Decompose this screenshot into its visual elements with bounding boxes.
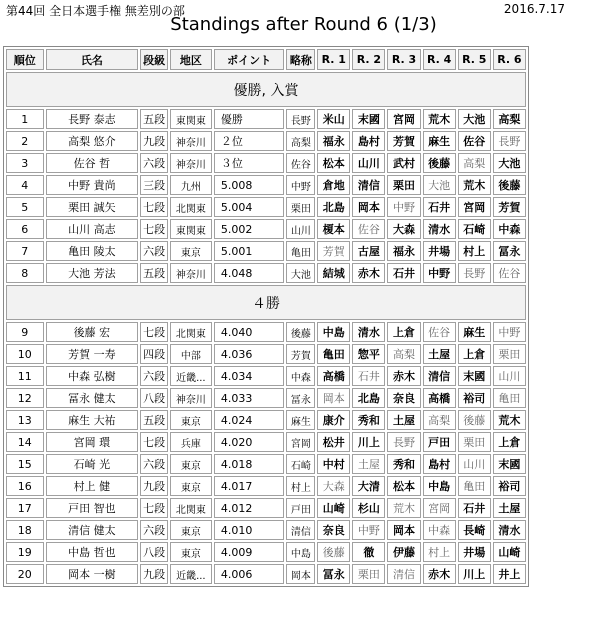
round-result-cell: 佐谷 — [352, 219, 385, 239]
abbr-cell: 岡本 — [286, 564, 315, 584]
points-cell: 4.033 — [214, 388, 285, 408]
area-cell: 中部 — [170, 344, 212, 364]
round-result-cell: 中野 — [493, 322, 526, 342]
round-result-cell: 裕司 — [458, 388, 491, 408]
column-header: R. 6 — [493, 49, 526, 70]
table-row — [6, 219, 526, 239]
area-cell: 東関東 — [170, 109, 212, 129]
name-cell: 高梨 悠介 — [46, 131, 139, 151]
round-result-cell: 佐谷 — [458, 131, 491, 151]
name-cell: 大池 芳法 — [46, 263, 139, 283]
table-row — [6, 241, 526, 261]
round-result-cell: 大清 — [352, 476, 385, 496]
round-result-cell: 倉地 — [317, 175, 350, 195]
points-cell: 4.024 — [214, 410, 285, 430]
round-result-cell: 高梨 — [387, 344, 420, 364]
round-result-cell: 山川 — [493, 366, 526, 386]
round-result-cell: 米山 — [317, 109, 350, 129]
area-cell: 神奈川 — [170, 263, 212, 283]
round-result-cell: 後藤 — [423, 153, 456, 173]
dan-cell: 六段 — [140, 366, 168, 386]
table-row — [6, 153, 526, 173]
dan-cell: 九段 — [140, 131, 168, 151]
round-result-cell: 福永 — [317, 131, 350, 151]
round-result-cell: 冨永 — [317, 564, 350, 584]
round-result-cell: 松井 — [317, 432, 350, 452]
abbr-cell: 清信 — [286, 520, 315, 540]
round-result-cell: 宮岡 — [458, 197, 491, 217]
round-result-cell: 村上 — [423, 542, 456, 562]
round-result-cell: 榎本 — [317, 219, 350, 239]
round-result-cell: 松本 — [317, 153, 350, 173]
rank-cell: 6 — [6, 219, 44, 239]
round-result-cell: 結城 — [317, 263, 350, 283]
dan-cell: 六段 — [140, 454, 168, 474]
name-cell: 後藤 宏 — [46, 322, 139, 342]
name-cell: 中野 貴尚 — [46, 175, 139, 195]
area-cell: 東京 — [170, 454, 212, 474]
round-result-cell: 奈良 — [317, 520, 350, 540]
column-header: 氏名 — [46, 49, 139, 70]
rank-cell: 14 — [6, 432, 44, 452]
rank-cell: 2 — [6, 131, 44, 151]
round-result-cell: 北島 — [352, 388, 385, 408]
table-row — [6, 520, 526, 540]
round-result-cell: 石井 — [387, 263, 420, 283]
section-row — [6, 72, 526, 107]
column-header: R. 3 — [387, 49, 420, 70]
rank-cell: 11 — [6, 366, 44, 386]
points-cell: 5.001 — [214, 241, 285, 261]
table-row — [6, 175, 526, 195]
area-cell: 北関東 — [170, 498, 212, 518]
rank-cell: 19 — [6, 542, 44, 562]
round-result-cell: 石井 — [352, 366, 385, 386]
dan-cell: 五段 — [140, 109, 168, 129]
round-result-cell: 清水 — [352, 322, 385, 342]
round-result-cell: 清水 — [423, 219, 456, 239]
abbr-cell: 高梨 — [286, 131, 315, 151]
column-header: R. 1 — [317, 49, 350, 70]
round-result-cell: 清水 — [493, 520, 526, 540]
round-result-cell: 末國 — [458, 366, 491, 386]
dan-cell: 八段 — [140, 542, 168, 562]
round-result-cell: 上倉 — [493, 432, 526, 452]
rank-cell: 3 — [6, 153, 44, 173]
points-cell: 4.010 — [214, 520, 285, 540]
round-result-cell: 荒木 — [423, 109, 456, 129]
table-row — [6, 366, 526, 386]
round-result-cell: 中森 — [493, 219, 526, 239]
abbr-cell: 亀田 — [286, 241, 315, 261]
round-result-cell: 大森 — [317, 476, 350, 496]
dan-cell: 五段 — [140, 263, 168, 283]
round-result-cell: 裕司 — [493, 476, 526, 496]
rank-cell: 12 — [6, 388, 44, 408]
round-result-cell: 亀田 — [458, 476, 491, 496]
points-cell: 5.002 — [214, 219, 285, 239]
area-cell: 東関東 — [170, 219, 212, 239]
table-row — [6, 109, 526, 129]
round-result-cell: 宮岡 — [423, 498, 456, 518]
points-cell: ２位 — [214, 131, 285, 151]
round-result-cell: 麻生 — [423, 131, 456, 151]
round-result-cell: 岡本 — [317, 388, 350, 408]
round-result-cell: 長野 — [458, 263, 491, 283]
abbr-cell: 宮岡 — [286, 432, 315, 452]
rank-cell: 7 — [6, 241, 44, 261]
abbr-cell: 栗田 — [286, 197, 315, 217]
round-result-cell: 赤木 — [387, 366, 420, 386]
round-result-cell: 麻生 — [458, 322, 491, 342]
area-cell: 東京 — [170, 241, 212, 261]
standings-table — [3, 46, 529, 587]
round-result-cell: 栗田 — [493, 344, 526, 364]
name-cell: 清信 健太 — [46, 520, 139, 540]
round-result-cell: 高梨 — [493, 109, 526, 129]
abbr-cell: 長野 — [286, 109, 315, 129]
points-cell: 5.004 — [214, 197, 285, 217]
points-cell: ３位 — [214, 153, 285, 173]
dan-cell: 六段 — [140, 520, 168, 540]
round-result-cell: 中島 — [423, 476, 456, 496]
dan-cell: 七段 — [140, 197, 168, 217]
round-result-cell: 岡本 — [352, 197, 385, 217]
area-cell: 北関東 — [170, 322, 212, 342]
area-cell: 九州 — [170, 175, 212, 195]
dan-cell: 三段 — [140, 175, 168, 195]
abbr-cell: 芳賀 — [286, 344, 315, 364]
standings-body — [6, 72, 526, 584]
table-row — [6, 263, 526, 283]
round-result-cell: 末國 — [493, 454, 526, 474]
round-result-cell: 島村 — [423, 454, 456, 474]
area-cell: 兵庫 — [170, 432, 212, 452]
rank-cell: 8 — [6, 263, 44, 283]
round-result-cell: 長野 — [493, 131, 526, 151]
rank-cell: 4 — [6, 175, 44, 195]
column-header: 地区 — [170, 49, 212, 70]
abbr-cell: 中森 — [286, 366, 315, 386]
column-header: R. 5 — [458, 49, 491, 70]
name-cell: 中森 弘樹 — [46, 366, 139, 386]
rank-cell: 20 — [6, 564, 44, 584]
round-result-cell: 冨永 — [493, 241, 526, 261]
name-cell: 中島 哲也 — [46, 542, 139, 562]
column-header: 略称 — [286, 49, 315, 70]
round-result-cell: 岡本 — [387, 520, 420, 540]
abbr-cell: 山川 — [286, 219, 315, 239]
name-cell: 佐谷 哲 — [46, 153, 139, 173]
round-result-cell: 宮岡 — [387, 109, 420, 129]
round-result-cell: 大池 — [458, 109, 491, 129]
table-row — [6, 344, 526, 364]
section-label: ４勝 — [6, 285, 526, 320]
column-header: 段級 — [140, 49, 168, 70]
name-cell: 石崎 光 — [46, 454, 139, 474]
round-result-cell: 山川 — [352, 153, 385, 173]
abbr-cell: 後藤 — [286, 322, 315, 342]
rank-cell: 9 — [6, 322, 44, 342]
points-cell: 4.036 — [214, 344, 285, 364]
column-header: R. 2 — [352, 49, 385, 70]
dan-cell: 五段 — [140, 410, 168, 430]
round-result-cell: 芳賀 — [317, 241, 350, 261]
round-result-cell: 高梨 — [458, 153, 491, 173]
rank-cell: 1 — [6, 109, 44, 129]
table-row — [6, 388, 526, 408]
round-result-cell: 土屋 — [352, 454, 385, 474]
round-result-cell: 長野 — [387, 432, 420, 452]
name-cell: 岡本 一樹 — [46, 564, 139, 584]
rank-cell: 15 — [6, 454, 44, 474]
area-cell: 神奈川 — [170, 131, 212, 151]
round-result-cell: 秀和 — [352, 410, 385, 430]
dan-cell: 九段 — [140, 564, 168, 584]
area-cell: 北関東 — [170, 197, 212, 217]
round-result-cell: 高橋 — [317, 366, 350, 386]
abbr-cell: 大池 — [286, 263, 315, 283]
rank-cell: 5 — [6, 197, 44, 217]
round-result-cell: 清信 — [387, 564, 420, 584]
area-cell: 神奈川 — [170, 153, 212, 173]
round-result-cell: 上倉 — [387, 322, 420, 342]
column-header: 順位 — [6, 49, 44, 70]
round-result-cell: 赤木 — [423, 564, 456, 584]
area-cell: 東京 — [170, 410, 212, 430]
round-result-cell: 清信 — [423, 366, 456, 386]
name-cell: 芳賀 一寿 — [46, 344, 139, 364]
round-result-cell: 長崎 — [458, 520, 491, 540]
round-result-cell: 後藤 — [458, 410, 491, 430]
dan-cell: 七段 — [140, 322, 168, 342]
area-cell: 東京 — [170, 476, 212, 496]
round-result-cell: 川上 — [458, 564, 491, 584]
points-cell: 優勝 — [214, 109, 285, 129]
rank-cell: 13 — [6, 410, 44, 430]
round-result-cell: 武村 — [387, 153, 420, 173]
points-cell: 4.034 — [214, 366, 285, 386]
round-result-cell: 大森 — [387, 219, 420, 239]
abbr-cell: 麻生 — [286, 410, 315, 430]
round-result-cell: 亀田 — [493, 388, 526, 408]
round-result-cell: 奈良 — [387, 388, 420, 408]
rank-cell: 17 — [6, 498, 44, 518]
round-result-cell: 徹 — [352, 542, 385, 562]
area-cell: 近畿... — [170, 564, 212, 584]
abbr-cell: 石崎 — [286, 454, 315, 474]
round-result-cell: 山川 — [458, 454, 491, 474]
name-cell: 村上 健 — [46, 476, 139, 496]
table-row — [6, 410, 526, 430]
rank-cell: 16 — [6, 476, 44, 496]
round-result-cell: 中森 — [423, 520, 456, 540]
round-result-cell: 伊藤 — [387, 542, 420, 562]
round-result-cell: 中野 — [423, 263, 456, 283]
points-cell: 4.017 — [214, 476, 285, 496]
area-cell: 神奈川 — [170, 388, 212, 408]
round-result-cell: 島村 — [352, 131, 385, 151]
points-cell: 4.048 — [214, 263, 285, 283]
round-result-cell: 中村 — [317, 454, 350, 474]
round-result-cell: 後藤 — [317, 542, 350, 562]
points-cell: 4.020 — [214, 432, 285, 452]
abbr-cell: 村上 — [286, 476, 315, 496]
round-result-cell: 土屋 — [423, 344, 456, 364]
round-result-cell: 大池 — [493, 153, 526, 173]
round-result-cell: 古屋 — [352, 241, 385, 261]
name-cell: 栗田 誠矢 — [46, 197, 139, 217]
name-cell: 冨永 健太 — [46, 388, 139, 408]
round-result-cell: 亀田 — [317, 344, 350, 364]
round-result-cell: 芳賀 — [493, 197, 526, 217]
table-row — [6, 542, 526, 562]
round-result-cell: 栗田 — [387, 175, 420, 195]
dan-cell: 七段 — [140, 498, 168, 518]
round-result-cell: 佐谷 — [493, 263, 526, 283]
round-result-cell: 秀和 — [387, 454, 420, 474]
round-result-cell: 栗田 — [458, 432, 491, 452]
points-cell: 5.008 — [214, 175, 285, 195]
table-row — [6, 197, 526, 217]
section-row — [6, 285, 526, 320]
column-header: R. 4 — [423, 49, 456, 70]
table-row — [6, 564, 526, 584]
round-result-cell: 福永 — [387, 241, 420, 261]
abbr-cell: 戸田 — [286, 498, 315, 518]
round-result-cell: 石井 — [423, 197, 456, 217]
points-cell: 4.018 — [214, 454, 285, 474]
dan-cell: 六段 — [140, 153, 168, 173]
dan-cell: 七段 — [140, 219, 168, 239]
abbr-cell: 冨永 — [286, 388, 315, 408]
round-result-cell: 松本 — [387, 476, 420, 496]
round-result-cell: 川上 — [352, 432, 385, 452]
points-cell: 4.006 — [214, 564, 285, 584]
rank-cell: 10 — [6, 344, 44, 364]
dan-cell: 八段 — [140, 388, 168, 408]
round-result-cell: 石崎 — [458, 219, 491, 239]
name-cell: 麻生 大祐 — [46, 410, 139, 430]
round-result-cell: 井上 — [493, 564, 526, 584]
points-cell: 4.012 — [214, 498, 285, 518]
area-cell: 東京 — [170, 520, 212, 540]
round-result-cell: 山崎 — [493, 542, 526, 562]
round-result-cell: 杉山 — [352, 498, 385, 518]
section-label: 優勝, 入賞 — [6, 72, 526, 107]
round-result-cell: 佐谷 — [423, 322, 456, 342]
name-cell: 山川 高志 — [46, 219, 139, 239]
name-cell: 宮岡 環 — [46, 432, 139, 452]
round-result-cell: 栗田 — [352, 564, 385, 584]
round-result-cell: 高橋 — [423, 388, 456, 408]
round-result-cell: 荒木 — [458, 175, 491, 195]
round-result-cell: 中島 — [317, 322, 350, 342]
round-result-cell: 末國 — [352, 109, 385, 129]
round-result-cell: 井場 — [458, 542, 491, 562]
round-result-cell: 清信 — [352, 175, 385, 195]
round-result-cell: 惣平 — [352, 344, 385, 364]
round-result-cell: 土屋 — [387, 410, 420, 430]
round-result-cell: 北島 — [317, 197, 350, 217]
dan-cell: 六段 — [140, 241, 168, 261]
column-header: ポイント — [214, 49, 285, 70]
round-result-cell: 中野 — [387, 197, 420, 217]
round-result-cell: 大池 — [423, 175, 456, 195]
round-result-cell: 赤木 — [352, 263, 385, 283]
round-result-cell: 石井 — [458, 498, 491, 518]
table-row — [6, 498, 526, 518]
abbr-cell: 中島 — [286, 542, 315, 562]
round-result-cell: 荒木 — [387, 498, 420, 518]
area-cell: 東京 — [170, 542, 212, 562]
table-row — [6, 432, 526, 452]
table-row — [6, 454, 526, 474]
table-row — [6, 131, 526, 151]
tournament-name: 第44回 全日本選手権 無差別の部 — [6, 4, 185, 18]
round-result-cell: 中野 — [352, 520, 385, 540]
name-cell: 長野 泰志 — [46, 109, 139, 129]
header-row — [6, 49, 526, 70]
name-cell: 戸田 智也 — [46, 498, 139, 518]
round-result-cell: 戸田 — [423, 432, 456, 452]
abbr-cell: 中野 — [286, 175, 315, 195]
round-result-cell: 荒木 — [493, 410, 526, 430]
round-result-cell: 村上 — [458, 241, 491, 261]
round-result-cell: 後藤 — [493, 175, 526, 195]
points-cell: 4.040 — [214, 322, 285, 342]
table-row — [6, 476, 526, 496]
round-result-cell: 高梨 — [423, 410, 456, 430]
points-cell: 4.009 — [214, 542, 285, 562]
dan-cell: 九段 — [140, 476, 168, 496]
dan-cell: 七段 — [140, 432, 168, 452]
abbr-cell: 佐谷 — [286, 153, 315, 173]
page-title: Standings after Round 6 (1/3) — [170, 14, 437, 35]
round-result-cell: 井場 — [423, 241, 456, 261]
tournament-date: 2016.7.17 — [503, 2, 565, 16]
round-result-cell: 山崎 — [317, 498, 350, 518]
name-cell: 亀田 陵太 — [46, 241, 139, 261]
area-cell: 近畿... — [170, 366, 212, 386]
round-result-cell: 康介 — [317, 410, 350, 430]
round-result-cell: 上倉 — [458, 344, 491, 364]
rank-cell: 18 — [6, 520, 44, 540]
table-row — [6, 322, 526, 342]
round-result-cell: 芳賀 — [387, 131, 420, 151]
round-result-cell: 土屋 — [493, 498, 526, 518]
dan-cell: 四段 — [140, 344, 168, 364]
